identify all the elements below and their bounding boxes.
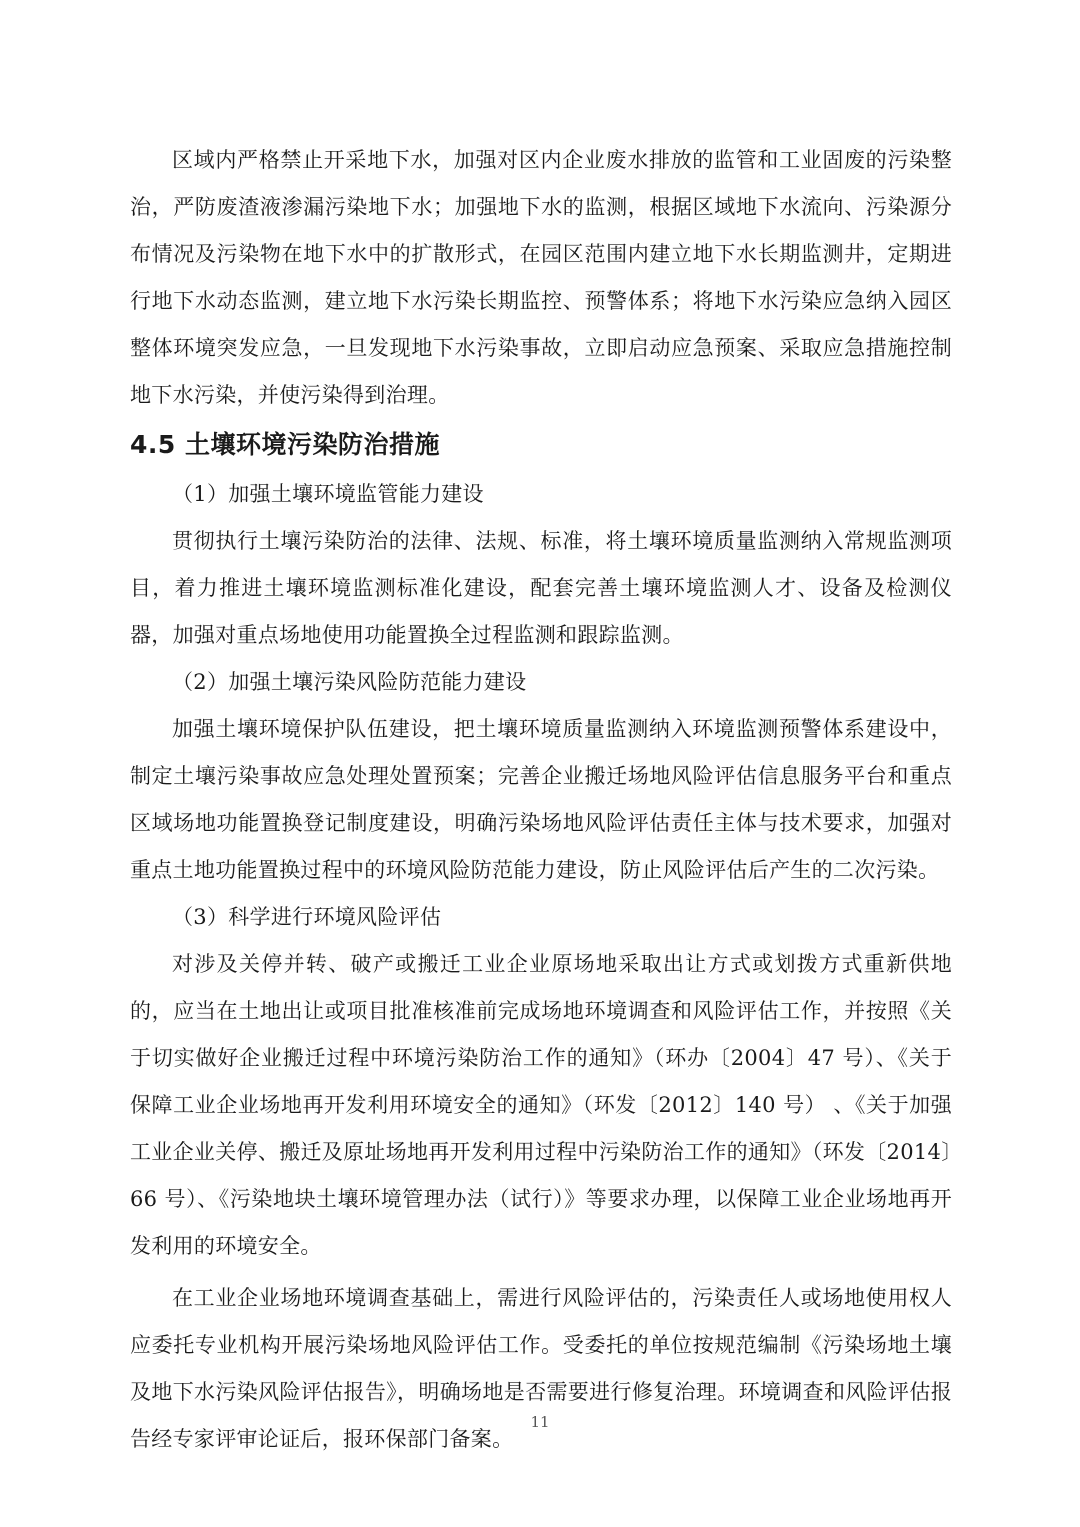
page-number: 11 <box>530 1413 550 1431</box>
subsection-2-body: 加强土壤环境保护队伍建设，把土壤环境质量监测纳入环境监测预警体系建设中，制定土壤污染事故应急处理处置预案；完善企业搬迁场地风险评估信息服务平台和重点区域场地功能置换登记制度建设，明确污染场地风险评估责任主体与技术要求，加强对重点土地功能置换过程中的环境风险防范能力建设，防止风险评估后产生的二次污染。 <box>130 717 952 882</box>
subsection-3-title: （3）科学进行环境风险评估 <box>172 905 442 929</box>
section-heading: 4.5 土壤环境污染防治措施 <box>130 430 440 459</box>
subsection-1-body: 贯彻执行土壤污染防治的法律、法规、标准，将土壤环境质量监测纳入常规监测项目，着力推进土壤环境监测标准化建设，配套完善土壤环境监测人才、设备及检测仪器，加强对重点场地使用功能置换全过程监测和跟踪监测。 <box>130 529 952 647</box>
final-paragraph: 在工业企业场地环境调查基础上，需进行风险评估的，污染责任人或场地使用权人应委托专业机构开展污染场地风险评估工作。受委托的单位按规范编制《污染场地土壤及地下水污染风险评估报告》，明确场地是否需要进行修复治理。环境调查和风险评估报告经专家评审论证后，报环保部门备案。 <box>130 1286 952 1451</box>
subsection-1-title: （1）加强土壤环境监管能力建设 <box>172 482 484 506</box>
subsection-2-title: （2）加强土壤污染风险防范能力建设 <box>172 670 527 694</box>
page-content <box>130 137 952 1463</box>
intro-paragraph: 区域内严格禁止开采地下水，加强对区内企业废水排放的监管和工业固废的污染整治，严防废渣液渗漏污染地下水；加强地下水的监测，根据区域地下水流向、污染源分布情况及污染物在地下水中的扩散形式，在园区范围内建立地下水长期监测井，定期进行地下水动态监测，建立地下水污染长期监控、预警体系；将地下水污染应急纳入园区整体环境突发应急，一旦发现地下水污染事故，立即启动应急预案、采取应急措施控制地下水污染，并使污染得到治理。 <box>130 148 952 407</box>
subsection-3-body: 对涉及关停并转、破产或搬迁工业企业原场地采取出让方式或划拨方式重新供地的，应当在土地出让或项目批准核准前完成场地环境调查和风险评估工作，并按照《关于切实做好企业搬迁过程中环境污染防治工作的通知》（环办〔2004〕47 号）、《关于保障工业企业场地再开发利用环境安全的通知》（环发〔2012〕140 号） 、《关于加强工业企业关停、搬迁及原址场地再开发利用过程中污染防治工作的通知》（环发〔2014〕66 号）、《污染地块土壤环境管理办法（试行）》等要求办理，以保障工业企业场地再开发利用的环境安全。 <box>130 952 952 1258</box>
